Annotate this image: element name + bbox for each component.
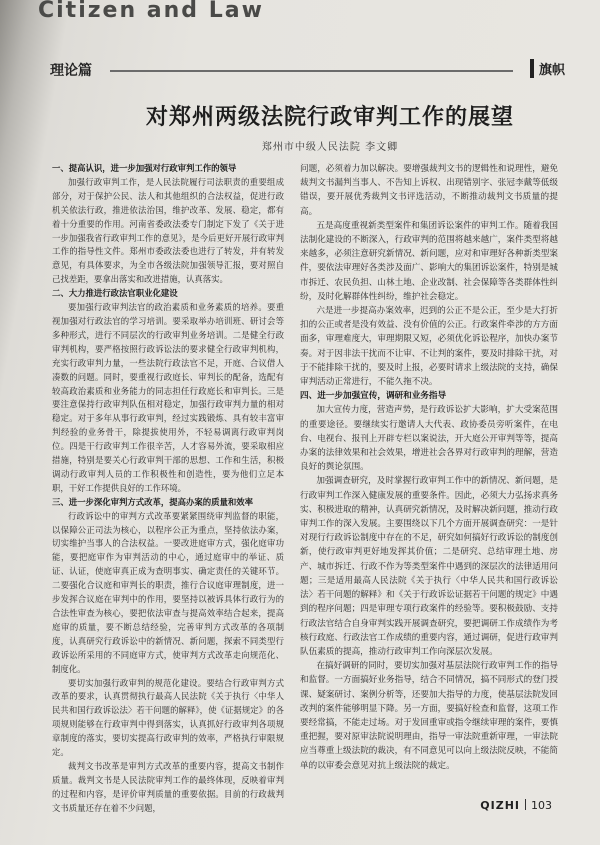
paragraph: 加强调查研究，及时掌握行政审判工作中的新情况、新问题，是行政审判工作深入健康发展的重要条件。因此，必须大力弘扬求真务实、积极进取的精神，认真研究新情况，及时解决新问题，推动行政审判工作的深入发展。主要围绕以下几个方面开展调查研究：一是针对现行行政诉讼制度中存在的不足，研究如何搞好行政诉讼的制度创新，使行政审判更好地发挥其价值；二是研究、总结审理土地、房产、城市拆迁、行政不作为等类型案件中遇到的深层次的法律适用问题；三是适用最高人民法院《关于执行〈中华人民共和国行政诉讼法〉若干问题的解释》和《关于行政诉讼证据若干问题的规定》中遇到的程序问题；四是审理专项行政案件的经验等。要积极鼓励、支持行政法官结合自身审判实践开展调查研究，要把调研工作成绩作为考核行政庭、行政法官工作成绩的重要内容，通过调研，促进行政审判队伍素质的提高，推动行政审判工作向深层次发展。 [300, 476, 558, 657]
paragraph: 要切实加强行政审判的规范化建设。要结合行政审判方式改革的要求，认真贯彻执行最高人民法院《关于执行〈中华人民共和国行政诉讼法〉若干问题的解释》，使《证据规定》的各项规则能够在行政审判中得到落实，认真抓好行政审判各项规章制度的落实，要切实提高行政审判的效率，严格执行审限规定。 [52, 677, 284, 758]
paragraph: 在搞好调研的同时，要切实加强对基层法院行政审判工作的指导和监督。一方面搞好业务指导，结合不同情况，搞不同形式的登门授课、疑案研讨、案例分析等，还要加大指导的力度，使基层法院发回改判的案件能够明显下降。另一方面，要搞好检查和监督，这项工作要经常搞，不能走过场。对于发回重审或指令继续审理的案件，要慎重把握，要对原审法院说明理由，指导一审法院重新审理，一审法院应当尊重上级法院的裁决，有不同意见可以向上级法院反映，不能简单的以审委会意见对抗上级法院的裁定。 [300, 661, 558, 771]
column-label: 旗帜 [530, 59, 565, 78]
section-label: 理论篇 [50, 63, 92, 79]
right-column [300, 162, 558, 773]
paragraph: 六是进一步提高办案效率，迟到的公正不是公正，至少是大打折扣的公正或者是没有效益、没有价值的公正。行政案件牵涉的方方面面多，审理难度大，审理期限又短，必须优化诉讼程序，加快办案节奏。对于因非法干扰而不让审、不让判的案件，要及时排除干扰，对于不能排除干扰的，要及时上报，必要时请求上级法院的支持，确保审判活动正常进行，不能久拖不决。 [300, 306, 558, 388]
section-heading: 二、大力推进行政法官职业化建设 [52, 288, 178, 299]
section-bar [40, 58, 585, 80]
footer-brand: QIZHI [480, 799, 520, 812]
left-column [52, 162, 284, 816]
page-footer [480, 799, 552, 812]
section-heading: 一、提高认识，进一步加强对行政审判工作的领导 [52, 163, 237, 173]
section-heading: 四、进一步加强宣传，调研和业务指导 [300, 391, 447, 402]
paragraph: 问题，必须着力加以解决。要增强裁判文书的逻辑性和说理性，避免裁判文书漏判当事人、不告知上诉权、出现错别字、张冠李戴等低级错误，要开展优秀裁判文书评选活动，不断推动裁判文书质量的提高。 [300, 164, 558, 217]
article-title: 对郑州两级法院行政审判工作的展望 [145, 105, 514, 130]
paragraph: 行政诉讼中的审判方式改革要紧紧围绕审判监督的职能，以保障公正司法为核心，以程序公正为重点，坚持依法办案，切实维护当事人的合法权益。一要改进庭审方式，强化庭审功能，要把庭审作为审判活动的中心，通过庭审中的举证、质证、认证，使庭审真正成为查明事实、确定责任的关键环节。二要强化合议庭和审判长的职责，推行合议庭审理制度，进一步发挥合议庭在审判中的作用，要坚持以被诉具体行政行为的合法性审查为核心，要把依法审查与提高效率结合起来，提高庭审的质量，要不断总结经验，完善审判方式改革的各项制度，认真研究行政诉讼中的新情况、新问题，探索不同类型行政诉讼所采用的不同庭审方式，使审判方式改革走向规范化、制度化。 [52, 510, 284, 674]
paragraph: 加大宣传力度，营造声势，是行政诉讼扩大影响，扩大受案范围的重要途径。要继续实行邀请人大代表、政协委员旁听案件，在电台、电视台、报刊上开辟专栏以案说法，开大庭公开审判等等，提高办案的法律效果和社会效果，增进社会各界对行政审判的理解，营造良好的舆论氛围。 [300, 405, 558, 473]
footer-separator [525, 799, 526, 810]
paragraph: 裁判文书改革是审判方式改革的重要内容，提高文书制作质量。裁判文书是人民法院审判工作的最终体现，反映着审判的过程和内容，是评价审判质量的重要依据。目前的行政裁判文书质量还存在着不少问题， [52, 760, 284, 813]
section-heading: 三、进一步深化审判方式改革，提高办案的质量和效率 [52, 496, 253, 507]
article-byline: 郑州市中级人民法院 李文卿 [261, 142, 399, 153]
paragraph: 加强行政审判工作，是人民法院履行司法职责的重要组成部分，对于保护公民、法人和其他组织的合法权益，促进行政机关依法行政，推进依法治国，维护改革、发展、稳定，都有着十分重要的作用。河南省委政法委专门制定下发了《关于进一步加强我省行政审判工作的意见》，是今后更好开展行政审判工作的指导性文件。郑州市委政法委也进行了转发，并有转发意见，有具体要求，为全市各级法院加强领导汇报，要对照自己找差距，要拿出落实和改进措施，认真落实。 [52, 176, 284, 285]
magazine-masthead: Citizen and Law [38, 0, 264, 22]
section-divider [110, 70, 513, 72]
paragraph: 五是高度重视新类型案件和集团诉讼案件的审判工作。随着我国法制化建设的不断深入，行政审判的范围将越来越广，案件类型将越来越多，必须注意研究新情况、新问题，应对和审理好各种新类型案件，要依法审理好各类涉及面广、影响大的集团诉讼案件，特别是城市拆迁、农民负担、山林土地、企业改制、社会保障等各类群体性纠纷，及时化解群体性纠纷，维护社会稳定。 [300, 220, 558, 302]
page-number: 103 [531, 799, 552, 812]
paragraph: 要加强行政审判法官的政治素质和业务素质的培养。要重视加强对行政法官的学习培训。要采取举办培训班、研讨会等多种形式，进行不同层次的行政审判业务培训。二是健全行政审判机构，要严格按照行政诉讼法的要求健全行政审判机构，充实行政审判力量，一些法院行政法官不足，开庭、合议借人凑数的问题。同时，要重视行政庭长、审判长的配备，选配有较高政治素质和业务能力的同志担任行政庭长和审判长。三是要注意保持行政审判队伍相对稳定，加强行政审判力量的相对稳定。对于多年从事行政审判，经过实践锻炼、具有较丰富审判经验的业务骨干，除提拔使用外，不轻易调离行政审判岗位。四是干行政审判工作很辛苦，人才容易外流，要采取相应措施，特别是要关心行政审判干部的思想、工作和生活，积极调动行政审判人员的工作积极性和创造性，要为他们立足本职，干好工作提供良好的工作环境。 [52, 302, 284, 493]
